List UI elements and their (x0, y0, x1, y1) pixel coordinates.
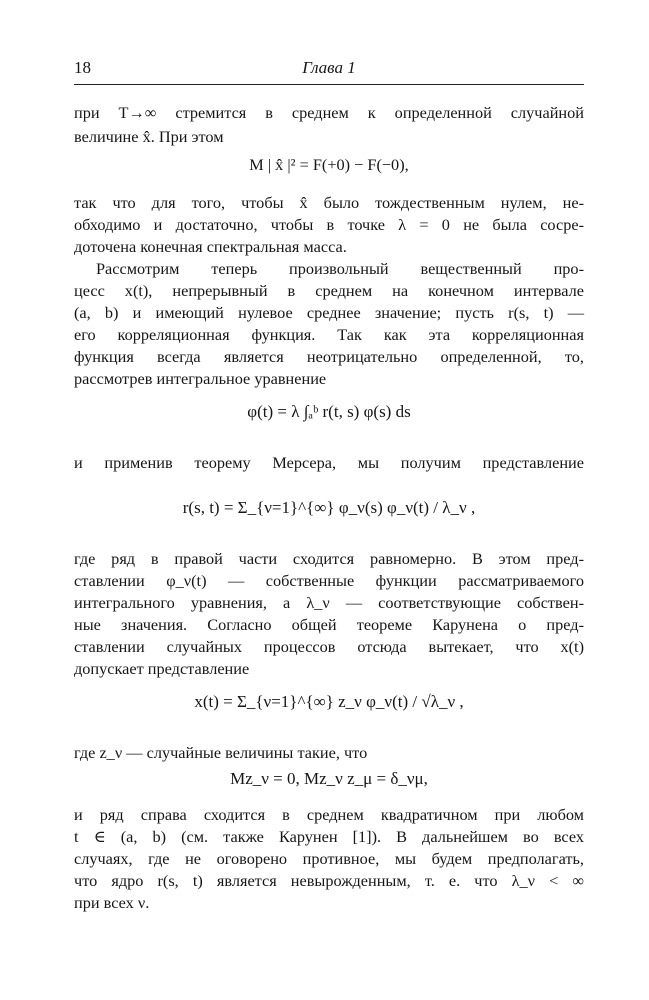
text-line: при всех ν. (74, 893, 150, 912)
equation-moments: Mz_ν = 0, Mz_ν z_μ = δ_νμ, (230, 769, 428, 788)
equation-karhunen: x(t) = Σ_{ν=1}^{∞} z_ν φ_ν(t) / √λ_ν , (194, 692, 464, 711)
text-line: рассмотрев интегральное уравнение (74, 369, 327, 388)
text-line: t ∈ (a, b) (см. также Карунен [1]). В дальнейшем во всех (74, 827, 584, 846)
equation-mercer: r(s, t) = Σ_{ν=1}^{∞} φ_ν(s) φ_ν(t) / λ_ν , (182, 498, 476, 517)
text-line: величине x̂. При этом (74, 127, 224, 146)
equation-1: M | x̂ |² = F(+0) − F(−0), (249, 155, 409, 174)
page-number: 18 (74, 58, 91, 77)
text-line: что ядро r(s, t) является невырожденным, т. е. что λ_ν < ∞ (74, 871, 584, 890)
text-line: доточена конечная спектральная масса. (74, 237, 347, 256)
text-line: его корреляционная функция. Так как эта корреляционная (74, 325, 584, 344)
text-line: случаях, где не оговорено противное, мы будем предполагать, (74, 849, 584, 868)
text-line: так что для того, чтобы x̂ было тождественным нулем, не- (74, 193, 584, 212)
text-line: допускает представление (74, 659, 250, 678)
text-line: (a, b) и имеющий нулевое среднее значение; пусть r(s, t) — (74, 303, 584, 322)
text-line: ставлении φ_ν(t) — собственные функции рассматриваемого (74, 571, 584, 590)
text-line: функция всегда является неотрицательно определенной, то, (74, 347, 584, 366)
chapter-title: Глава 1 (302, 58, 356, 77)
paragraph-first-line: Рассмотрим теперь произвольный вещественный про- (96, 259, 584, 278)
text-line: интегрального уравнения, а λ_ν — соответствующие собствен- (74, 593, 584, 612)
page-header (74, 58, 584, 80)
text-line: ные значения. Согласно общей теореме Карунена о пред- (74, 615, 584, 634)
text-line: при T→∞ стремится в среднем к определенной случайной (74, 103, 584, 122)
text-line: где ряд в правой части сходится равномерно. В этом пред- (74, 549, 584, 568)
text-line: где z_ν — случайные величины такие, что (74, 743, 368, 762)
equation-integral: φ(t) = λ ∫ₐᵇ r(t, s) φ(s) ds (247, 402, 411, 421)
text-line: ставлении случайных процессов отсюда вытекает, что x(t) (74, 637, 584, 656)
text-line: и ряд справа сходится в среднем квадратичном при любом (74, 805, 584, 824)
text-line: обходимо и достаточно, чтобы в точке λ = 0 не была сосре- (74, 215, 584, 234)
text-line: цесс x(t), непрерывный в среднем на конечном интервале (74, 281, 584, 300)
text-line: и применив теорему Мерсера, мы получим представление (74, 453, 584, 472)
header-rule (74, 84, 584, 85)
